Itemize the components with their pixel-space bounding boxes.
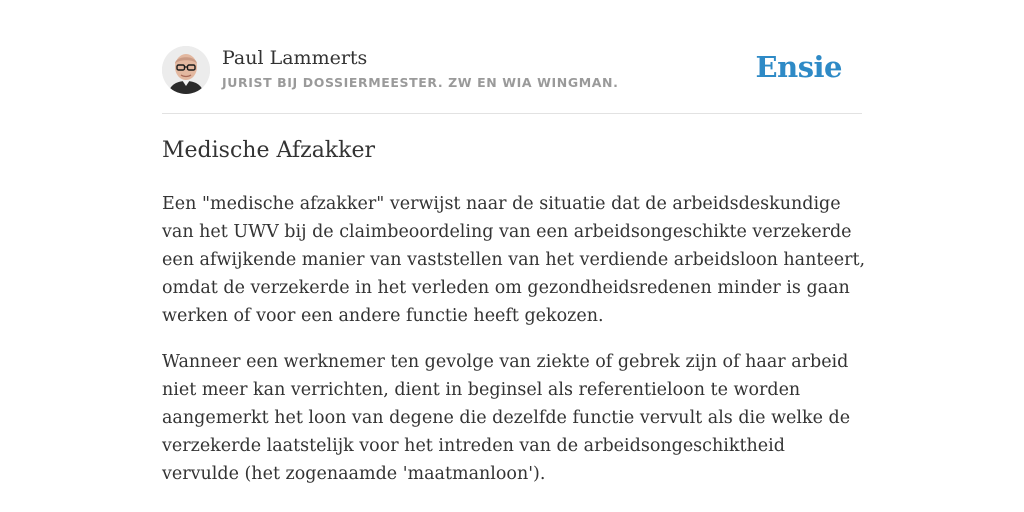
author-avatar[interactable] — [162, 46, 210, 94]
header-divider — [162, 113, 862, 114]
ensie-logo[interactable]: Ensie — [755, 50, 842, 84]
article-body — [162, 190, 867, 506]
person-portrait-icon — [162, 46, 210, 94]
author-header — [162, 44, 862, 100]
author-bio: JURIST BIJ DOSSIERMEESTER. ZW EN WIA WINGMAN. — [222, 75, 619, 90]
author-name[interactable]: Paul Lammerts — [222, 47, 368, 69]
article-paragraph: Een "medische afzakker" verwijst naar de situatie dat de arbeidsdeskundige van het UWV bij de claimbeoordeling van een arbeidsongeschikte verzekerde een afwijkende manier van vaststellen van het verdiende arbeidsloon hanteert, omdat de verzekerde in het verleden om gezondheidsredenen minder is gaan werken of voor een andere functie heeft gekozen. — [162, 194, 866, 326]
article-title: Medische Afzakker — [162, 138, 376, 163]
article-paragraph: Wanneer een werknemer ten gevolge van ziekte of gebrek zijn of haar arbeid niet meer kan verrichten, dient in beginsel als referentieloon te worden aangemerkt het loon van degene die dezelfde functie vervult als die welke de verzekerde laatstelijk voor het intreden van de arbeidsongeschiktheid vervulde (het zogenaamde 'maatmanloon'). — [162, 352, 851, 484]
